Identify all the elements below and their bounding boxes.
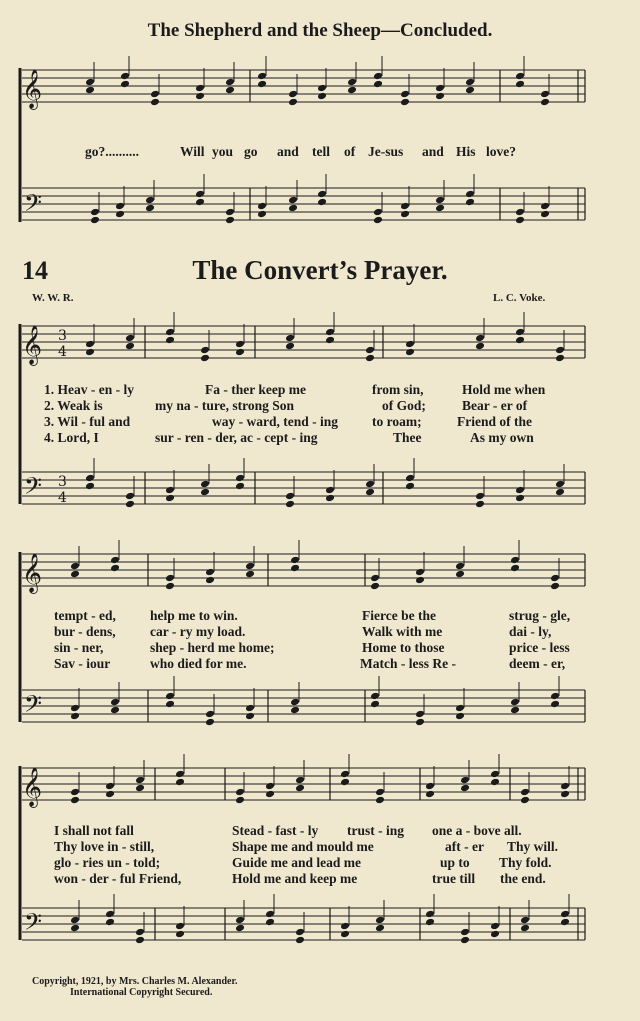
note-head	[510, 698, 520, 707]
note-head	[165, 700, 175, 709]
note-head	[205, 576, 215, 585]
note-head	[365, 354, 375, 363]
note-head	[317, 190, 327, 199]
words-credit: W. W. R.	[32, 292, 74, 304]
note-head	[288, 204, 298, 213]
note-head	[165, 582, 175, 591]
lyric-segment: Guide me and lead me	[232, 855, 362, 870]
lyric-segment: of God;	[382, 398, 426, 413]
page-header: The Shepherd and the Sheep—Concluded.	[147, 20, 493, 41]
note-head	[415, 576, 425, 585]
lyric-segment: dai - ly,	[509, 624, 552, 639]
lyric-segment: Thee	[393, 430, 422, 445]
note-head	[125, 500, 135, 509]
note-head	[165, 486, 175, 495]
note-head	[560, 782, 570, 791]
note-head	[70, 788, 80, 797]
note-head	[515, 80, 525, 89]
verse-line	[22, 640, 582, 656]
top-lyric-word: you	[212, 144, 234, 159]
note-head	[370, 574, 380, 583]
clef-symbol: 𝄢	[24, 472, 43, 505]
note-head	[135, 936, 145, 945]
note-head	[465, 190, 475, 199]
note-head	[460, 936, 470, 945]
lyric-segment: aft - er	[445, 839, 484, 854]
top-lyric-word: tell	[312, 144, 330, 159]
note-head	[235, 482, 245, 491]
note-head	[340, 922, 350, 931]
note-head	[347, 78, 357, 87]
note-head	[415, 568, 425, 577]
note-head	[373, 208, 383, 217]
note-head	[465, 78, 475, 87]
note-head	[455, 712, 465, 721]
top-lyric-word: of	[344, 144, 356, 159]
note-head	[515, 336, 525, 345]
verse-line	[22, 871, 582, 887]
note-head	[265, 910, 275, 919]
note-head	[165, 692, 175, 701]
note-head	[520, 788, 530, 797]
note-head	[455, 562, 465, 571]
note-head	[235, 788, 245, 797]
note-head	[515, 486, 525, 495]
note-head	[520, 796, 530, 805]
verse-line	[22, 855, 582, 871]
note-head	[70, 796, 80, 805]
lyric-segment: Match - less Re -	[360, 656, 456, 671]
note-head	[245, 562, 255, 571]
lyric-segment: 4. Lord, I	[44, 430, 99, 445]
note-head	[325, 328, 335, 337]
note-head	[405, 340, 415, 349]
lyric-segment: Bear - er of	[462, 398, 528, 413]
note-head	[290, 556, 300, 565]
note-head	[175, 922, 185, 931]
note-head	[317, 92, 327, 101]
note-head	[515, 494, 525, 503]
note-head	[205, 710, 215, 719]
note-head	[490, 930, 500, 939]
note-head	[165, 328, 175, 337]
note-head	[70, 570, 80, 579]
note-head	[560, 790, 570, 799]
note-head	[375, 924, 385, 933]
note-head	[295, 928, 305, 937]
lyric-segment: 1. Heav - en - ly	[44, 382, 134, 397]
top-lyric-word: and	[277, 144, 299, 159]
note-head	[288, 196, 298, 205]
lyric-segment: Walk with me	[362, 624, 443, 639]
note-head	[515, 216, 525, 225]
lyric-segment: who died for me.	[150, 656, 247, 671]
note-head	[435, 92, 445, 101]
note-head	[435, 196, 445, 205]
note-head	[550, 574, 560, 583]
clef-symbol: 3	[58, 328, 67, 344]
note-head	[205, 568, 215, 577]
note-head	[285, 342, 295, 351]
note-head	[200, 354, 210, 363]
note-head	[460, 928, 470, 937]
top-lyric-word: Je-sus	[368, 144, 404, 159]
lyric-segment: Friend of the	[457, 414, 532, 429]
note-head	[295, 936, 305, 945]
lyric-segment: Stead - fast - ly	[232, 823, 319, 838]
lyric-segment: Shape me and mould me	[232, 839, 374, 854]
note-head	[560, 918, 570, 927]
verse-line	[22, 823, 582, 839]
lyric-segment: glo - ries un - told;	[54, 855, 161, 870]
clef-symbol: 𝄞	[22, 767, 43, 807]
note-head	[165, 494, 175, 503]
top-lyric-word: and	[422, 144, 444, 159]
copyright-notice	[32, 976, 237, 998]
note-head	[257, 80, 267, 89]
verse-line	[22, 656, 582, 672]
clef-symbol: 𝄢	[24, 189, 43, 222]
note-head	[235, 348, 245, 357]
note-head	[110, 556, 120, 565]
lyric-segment: the end.	[500, 871, 546, 886]
note-head	[110, 564, 120, 573]
note-head	[295, 784, 305, 793]
music-credit: L. C. Voke.	[493, 292, 546, 304]
note-head	[460, 776, 470, 785]
note-head	[85, 348, 95, 357]
note-head	[290, 706, 300, 715]
lyric-segment: 2. Weak is	[44, 398, 103, 413]
note-head	[285, 500, 295, 509]
note-head	[555, 488, 565, 497]
note-head	[415, 718, 425, 727]
note-head	[317, 198, 327, 207]
lyric-segment: shep - herd me home;	[150, 640, 275, 655]
note-head	[285, 334, 295, 343]
note-head	[295, 776, 305, 785]
note-head	[195, 84, 205, 93]
lyric-segment: true till	[432, 871, 476, 886]
note-head	[105, 790, 115, 799]
lyric-segment: Thy fold.	[499, 855, 552, 870]
note-head	[510, 706, 520, 715]
note-head	[105, 910, 115, 919]
note-head	[340, 778, 350, 787]
verse-line	[22, 624, 582, 640]
note-head	[405, 474, 415, 483]
note-head	[288, 98, 298, 107]
note-head	[400, 90, 410, 99]
note-head	[70, 712, 80, 721]
note-head	[200, 346, 210, 355]
note-head	[85, 482, 95, 491]
lyric-segment: As my own	[470, 430, 534, 445]
note-head	[200, 488, 210, 497]
note-head	[245, 704, 255, 713]
lyric-segment: Thy will.	[507, 839, 559, 854]
top-lyric-word: His	[456, 144, 476, 159]
note-head	[85, 474, 95, 483]
lyric-segment: up to	[440, 855, 470, 870]
note-head	[550, 700, 560, 709]
note-head	[175, 770, 185, 779]
note-head	[520, 924, 530, 933]
top-lyric-word: Will	[180, 144, 205, 159]
verse-line	[22, 398, 582, 414]
note-head	[455, 704, 465, 713]
note-head	[235, 916, 245, 925]
note-head	[373, 80, 383, 89]
note-head	[110, 698, 120, 707]
note-head	[365, 480, 375, 489]
note-head	[365, 346, 375, 355]
lyric-segment: from sin,	[372, 382, 424, 397]
note-head	[125, 342, 135, 351]
note-head	[150, 98, 160, 107]
note-head	[145, 196, 155, 205]
lyric-segment: way - ward, tend - ing	[212, 414, 339, 429]
note-head	[200, 480, 210, 489]
note-head	[195, 198, 205, 207]
lyric-segment: I shall not fall	[54, 823, 134, 838]
lyric-segment: deem - er,	[509, 656, 566, 671]
note-head	[540, 210, 550, 219]
note-head	[85, 86, 95, 95]
clef-symbol: 4	[58, 490, 67, 506]
note-head	[515, 208, 525, 217]
note-head	[370, 700, 380, 709]
note-head	[70, 916, 80, 925]
note-head	[425, 910, 435, 919]
note-head	[510, 556, 520, 565]
note-head	[340, 770, 350, 779]
note-head	[135, 784, 145, 793]
note-head	[195, 92, 205, 101]
note-head	[115, 202, 125, 211]
lyric-segment: strug - gle,	[509, 608, 571, 623]
note-head	[85, 340, 95, 349]
note-head	[375, 788, 385, 797]
note-head	[555, 480, 565, 489]
note-head	[490, 770, 500, 779]
note-head	[425, 918, 435, 927]
note-head	[70, 562, 80, 571]
note-head	[265, 790, 275, 799]
note-head	[225, 208, 235, 217]
note-head	[175, 930, 185, 939]
note-head	[400, 202, 410, 211]
note-head	[235, 474, 245, 483]
note-head	[405, 348, 415, 357]
note-head	[125, 334, 135, 343]
note-head	[540, 202, 550, 211]
copyright-line: Copyright, 1921, by Mrs. Charles M. Alexander.	[32, 976, 238, 987]
lyric-segment: bur - dens,	[54, 624, 116, 639]
note-head	[550, 692, 560, 701]
note-head	[110, 706, 120, 715]
note-head	[135, 928, 145, 937]
note-head	[150, 90, 160, 99]
lyric-segment: one a - bove all.	[432, 823, 522, 838]
note-head	[540, 90, 550, 99]
note-head	[70, 704, 80, 713]
lyric-segment: Fierce be the	[362, 608, 436, 623]
lyric-segment: tempt - ed,	[54, 608, 116, 623]
note-head	[550, 582, 560, 591]
note-head	[465, 86, 475, 95]
note-head	[435, 84, 445, 93]
note-head	[465, 198, 475, 207]
note-head	[340, 930, 350, 939]
lyric-segment: Fa - ther keep me	[205, 382, 306, 397]
note-head	[510, 564, 520, 573]
lyric-segment: Home to those	[362, 640, 445, 655]
clef-symbol: 𝄢	[24, 690, 43, 723]
copyright-line-2: International Copyright Secured.	[70, 987, 213, 998]
clef-symbol: 𝄞	[22, 69, 43, 109]
note-head	[317, 84, 327, 93]
note-head	[555, 354, 565, 363]
note-head	[520, 916, 530, 925]
note-head	[288, 90, 298, 99]
lyric-segment: trust - ing	[347, 823, 404, 838]
note-head	[475, 342, 485, 351]
note-head	[325, 336, 335, 345]
note-head	[425, 790, 435, 799]
note-head	[515, 328, 525, 337]
lyric-segment: 3. Wil - ful and	[44, 414, 131, 429]
note-head	[85, 78, 95, 87]
note-head	[325, 494, 335, 503]
verse-line	[22, 608, 582, 624]
top-lyric-word: go?..........	[85, 144, 139, 159]
note-head	[370, 582, 380, 591]
note-head	[373, 72, 383, 81]
note-head	[347, 86, 357, 95]
note-head	[105, 782, 115, 791]
note-head	[175, 778, 185, 787]
top-lyric-line	[22, 144, 582, 160]
lyric-segment: Hold me when	[462, 382, 546, 397]
lyric-segment: price - less	[509, 640, 570, 655]
clef-symbol: 𝄢	[24, 908, 43, 941]
note-head	[225, 78, 235, 87]
hymn-title: The Convert’s Prayer.	[192, 255, 448, 285]
note-head	[235, 340, 245, 349]
clef-symbol: 3	[58, 474, 67, 490]
note-head	[435, 204, 445, 213]
note-head	[245, 712, 255, 721]
note-head	[245, 570, 255, 579]
top-lyric-word: love?	[486, 144, 516, 159]
lyric-segment: my na - ture, strong Son	[155, 398, 295, 413]
note-head	[165, 336, 175, 345]
verse-line	[22, 839, 582, 855]
note-head	[90, 216, 100, 225]
note-head	[195, 190, 205, 199]
note-head	[265, 918, 275, 927]
clef-symbol: 𝄞	[22, 553, 43, 593]
note-head	[115, 210, 125, 219]
note-head	[405, 482, 415, 491]
note-head	[285, 492, 295, 501]
note-head	[560, 910, 570, 919]
note-head	[105, 918, 115, 927]
note-head	[375, 916, 385, 925]
note-head	[165, 574, 175, 583]
lyric-segment: Thy love in - still,	[54, 839, 155, 854]
lyric-segment: sin - ner,	[54, 640, 104, 655]
note-head	[125, 492, 135, 501]
note-head	[235, 796, 245, 805]
lyric-segment: Sav - iour	[54, 656, 111, 671]
note-head	[475, 500, 485, 509]
note-head	[290, 698, 300, 707]
note-head	[120, 80, 130, 89]
note-head	[225, 216, 235, 225]
note-head	[257, 210, 267, 219]
note-head	[70, 924, 80, 933]
clef-symbol: 4	[58, 344, 67, 360]
lyric-segment: help me to win.	[150, 608, 238, 623]
note-head	[475, 334, 485, 343]
note-head	[235, 924, 245, 933]
verse-line	[22, 430, 582, 446]
note-head	[325, 486, 335, 495]
note-head	[257, 72, 267, 81]
note-head	[135, 776, 145, 785]
hymn-number: 14	[22, 256, 48, 285]
note-head	[225, 86, 235, 95]
lyric-segment: to roam;	[372, 414, 422, 429]
verse-line	[22, 414, 582, 430]
note-head	[373, 216, 383, 225]
note-head	[120, 72, 130, 81]
note-head	[425, 782, 435, 791]
note-head	[370, 692, 380, 701]
note-head	[90, 208, 100, 217]
lyric-segment: car - ry my load.	[150, 624, 246, 639]
top-lyric-word: go	[244, 144, 258, 159]
lyric-segment: Hold me and keep me	[232, 871, 358, 886]
note-head	[205, 718, 215, 727]
note-head	[515, 72, 525, 81]
lyric-segment: sur - ren - der, ac - cept - ing	[155, 430, 318, 445]
note-head	[265, 782, 275, 791]
note-head	[145, 204, 155, 213]
note-head	[490, 922, 500, 931]
note-head	[415, 710, 425, 719]
note-head	[400, 98, 410, 107]
clef-symbol: 𝄞	[22, 325, 43, 365]
note-head	[490, 778, 500, 787]
lyric-segment: won - der - ful Friend,	[54, 871, 182, 886]
note-head	[290, 564, 300, 573]
note-head	[475, 492, 485, 501]
note-head	[460, 784, 470, 793]
note-head	[365, 488, 375, 497]
verse-line	[22, 382, 582, 398]
note-head	[257, 202, 267, 211]
note-head	[455, 570, 465, 579]
note-head	[400, 210, 410, 219]
note-head	[555, 346, 565, 355]
note-head	[540, 98, 550, 107]
note-head	[375, 796, 385, 805]
